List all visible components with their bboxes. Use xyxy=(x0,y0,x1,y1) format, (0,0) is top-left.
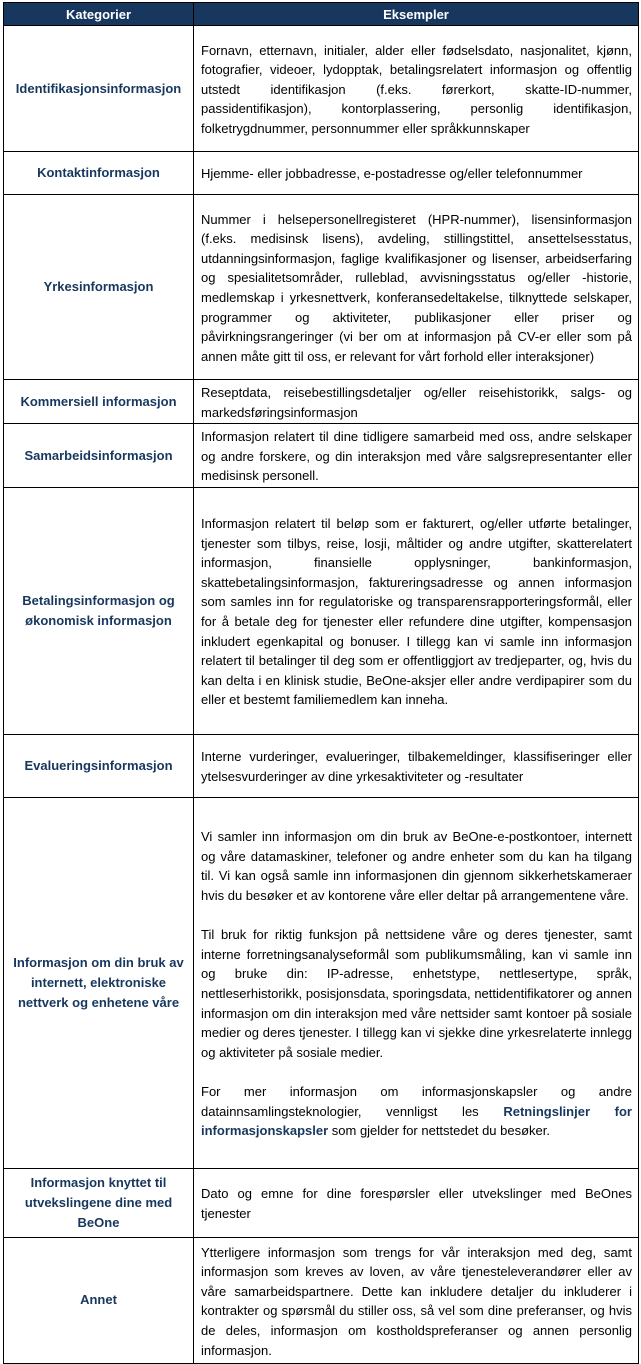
table-row xyxy=(4,797,639,1168)
category-cell: Kommersiell informasjon xyxy=(4,380,194,424)
example-cell: Hjemme- eller jobbadresse, e-postadresse og/eller telefonnummer xyxy=(194,152,639,195)
example-cell: Ytterligere informasjon som trengs for vår interaksjon med deg, samt informasjon som kreves av loven, av våre tjenesteleverandører eller av våre samarbeidspartnere. Dette kan inkludere detaljer du inkluderer i kontrakter og spørsmål du stiller oss, så vel som dine preferanser, og hvis de deles, informasjon om kostholdspreferanser og annen personlig informasjon. xyxy=(194,1237,639,1363)
example-cell: Fornavn, etternavn, initialer, alder eller fødselsdato, nasjonalitet, kjønn, fotografier, videoer, lydopptak, betalingsrelatert informasjon og offentlig utstedt identifikasjon (f.eks. førerkort, skatte-ID-nummer, passidentifikasjon), kontorplassering, personlig identifikasjon, folketrygdnummer, personnummer eller språkkunnskaper xyxy=(194,26,639,152)
cookie-policy-link[interactable]: Retningslinjer for informasjonskapsler xyxy=(201,1103,632,1139)
example-cell: Dato og emne for dine forespørsler eller utvekslinger med BeOnes tjenester xyxy=(194,1168,639,1237)
category-cell: Identifikasjonsinformasjon xyxy=(4,26,194,152)
table-row xyxy=(4,487,639,734)
header-examples: Eksempler xyxy=(194,3,639,26)
category-cell: Evalueringsinformasjon xyxy=(4,734,194,797)
category-cell: Yrkesinformasjon xyxy=(4,195,194,380)
table-row xyxy=(4,1237,639,1363)
category-cell: Samarbeidsinformasjon xyxy=(4,424,194,488)
example-cell: Interne vurderinger, evalueringer, tilbakemeldinger, klassifiseringer eller ytelsesvurderinger av dine yrkesaktiviteter og -resultater xyxy=(194,734,639,797)
example-cell xyxy=(194,797,639,1168)
category-cell: Annet xyxy=(4,1237,194,1363)
example-cell: Nummer i helsepersonellregisteret (HPR-nummer), lisensinformasjon (f.eks. medisinsk lisens), avdeling, stillingstittel, ansettelsesstatus, utdanningsinformasjon, faglige kvalifikasjoner og lisenser, arbeidserfaring og spesialitetsområder, rulleblad, avvisningsstatus og/eller -historie, medlemskap i yrkesnettverk, konferansedeltakelse, tilknyttede selskaper, programmer og aktiviteter, publikasjoner eller priser og påvirkningsrangeringer (vi ber om at informasjon på CV-er eller som på annen måte gitt til oss, er relevant for vårt forhold eller interaksjoner) xyxy=(194,195,639,380)
table-row xyxy=(4,26,639,152)
category-cell: Betalingsinformasjon og økonomisk informasjon xyxy=(4,487,194,734)
example-paragraph xyxy=(201,1082,632,1141)
category-cell: Kontaktinformasjon xyxy=(4,152,194,195)
table-row xyxy=(4,1168,639,1237)
table-row xyxy=(4,152,639,195)
example-paragraph: Til bruk for riktig funksjon på nettsidene våre og deres tjenester, samt interne forretningsanalyseformål som publikumsmåling, kan vi samle inn og bruke din: IP-adresse, enhetstype, nettlesertype, språk, nettleserhistorikk, posisjonsdata, sporingsdata, nettidentifikatorer og annen informasjon om din interaksjon med våre nettsider samt kontoer på sosiale medier og deres tjenester. I tillegg kan vi sjekke dine yrkesrelaterte innlegg og aktiviteter på sosiale medier. xyxy=(201,927,632,1060)
category-cell: Informasjon knyttet til utvekslingene dine med BeOne xyxy=(4,1168,194,1237)
table-row xyxy=(4,195,639,380)
personal-data-categories-table xyxy=(3,2,639,1364)
example-text: som gjelder for nettstedet du besøker. xyxy=(328,1123,550,1139)
example-cell: Informasjon relatert til dine tidligere samarbeid med oss, andre selskaper og andre forskere, og din interaksjon med våre salgsrepresentanter eller medisinsk personell. xyxy=(194,424,639,488)
table-row xyxy=(4,734,639,797)
header-category: Kategorier xyxy=(4,3,194,26)
category-cell: Informasjon om din bruk av internett, elektroniske nettverk og enhetene våre xyxy=(4,797,194,1168)
example-cell: Reseptdata, reisebestillingsdetaljer og/eller reisehistorikk, salgs- og markedsføringsinformasjon xyxy=(194,380,639,424)
example-paragraph: Vi samler inn informasjon om din bruk av BeOne-e-postkontoer, internett og våre datamaskiner, telefoner og andre enheter som du kan ha tilgang til. Vi kan også samle inn informasjonen din gjennom sikkerhetskameraer hvis du besøker et av kontorene våre eller deltar på arrangementene våre. xyxy=(201,829,632,903)
example-text: For mer informasjon om informasjonskapsler og andre datainnsamlingsteknologier, vennligst les xyxy=(201,1083,632,1119)
table-row xyxy=(4,424,639,488)
example-cell: Informasjon relatert til beløp som er fakturert, og/eller utførte betalinger, tjenester som tilbys, reise, losji, måltider og andre utgifter, skatterelatert informasjon, finansielle opplysninger, bankinformasjon, skattebetalingsinformasjon, faktureringsadresse og annen informasjon som samles inn for regulatoriske og transparensrapporteringsformål, eller for å betale deg for tjenester eller refundere dine utgifter, kompensasjon inkludert egenkapital og bonuser. I tillegg kan vi samle inn informasjon relatert til betalinger til deg som er offentliggjort av tredjeparter, og, hvis du kan delta i en klinisk studie, BeOne-aksjer eller andre verdipapirer som du eller et bestemt familiemedlem kan inneha. xyxy=(194,487,639,734)
table-row xyxy=(4,380,639,424)
table-header-row xyxy=(4,3,639,26)
